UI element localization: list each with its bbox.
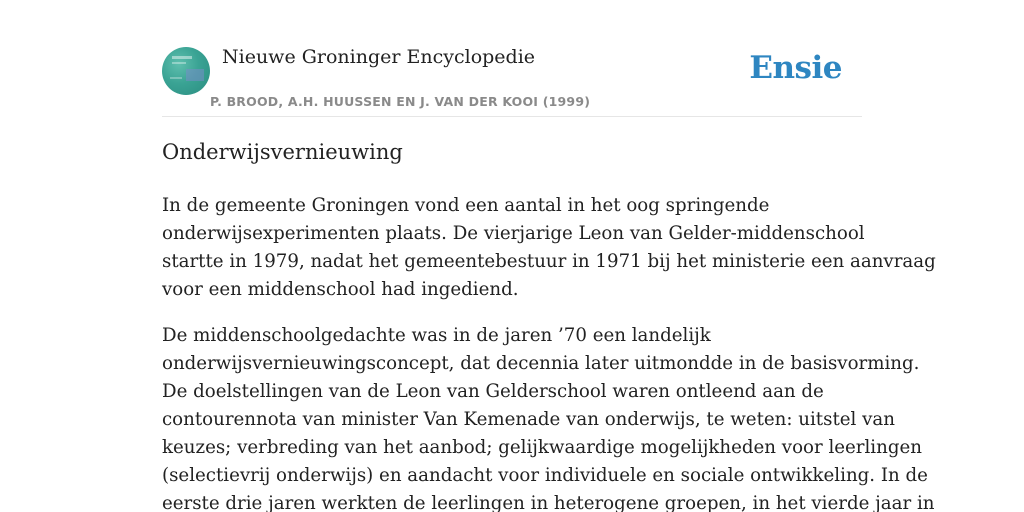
text-line: startte in 1979, nadat het gemeentebestuur in 1971 bij het ministerie een aanvraag [162, 251, 936, 272]
text-line: keuzes; verbreding van het aanbod; gelijkwaardige mogelijkheden voor leerlingen [162, 437, 922, 458]
book-title-link[interactable]: Nieuwe Groninger Encyclopedie [222, 46, 536, 68]
paragraph-2 [162, 322, 935, 512]
article-body [162, 192, 936, 512]
source-header [162, 44, 862, 117]
text-line: eerste drie jaren werkten de leerlingen in heterogene groepen, in het vierde jaar in [162, 493, 935, 512]
text-line: onderwijsvernieuwingsconcept, dat decennia later uitmondde in de basisvorming. [162, 353, 920, 374]
book-cover-thumbnail[interactable] [162, 47, 210, 95]
text-line: In de gemeente Groningen vond een aantal in het oog springende [162, 195, 770, 216]
article-title: Onderwijsvernieuwing [162, 140, 403, 164]
text-line: De doelstellingen van de Leon van Gelderschool waren ontleend aan de [162, 381, 824, 402]
text-line: De middenschoolgedachte was in de jaren ’70 een landelijk [162, 325, 711, 346]
text-line: onderwijsexperimenten plaats. De vierjarige Leon van Gelder-middenschool [162, 223, 865, 244]
ensie-logo[interactable]: Ensie [749, 50, 842, 86]
book-authors: P. BROOD, A.H. HUUSSEN EN J. VAN DER KOOI (1999) [210, 94, 591, 109]
text-line: contourennota van minister Van Kemenade van onderwijs, te weten: uitstel van [162, 409, 895, 430]
paragraph-1 [162, 192, 936, 304]
text-line: (selectievrij onderwijs) en aandacht voor individuele en sociale ontwikkeling. In de [162, 465, 928, 486]
text-line: voor een middenschool had ingediend. [162, 279, 519, 300]
